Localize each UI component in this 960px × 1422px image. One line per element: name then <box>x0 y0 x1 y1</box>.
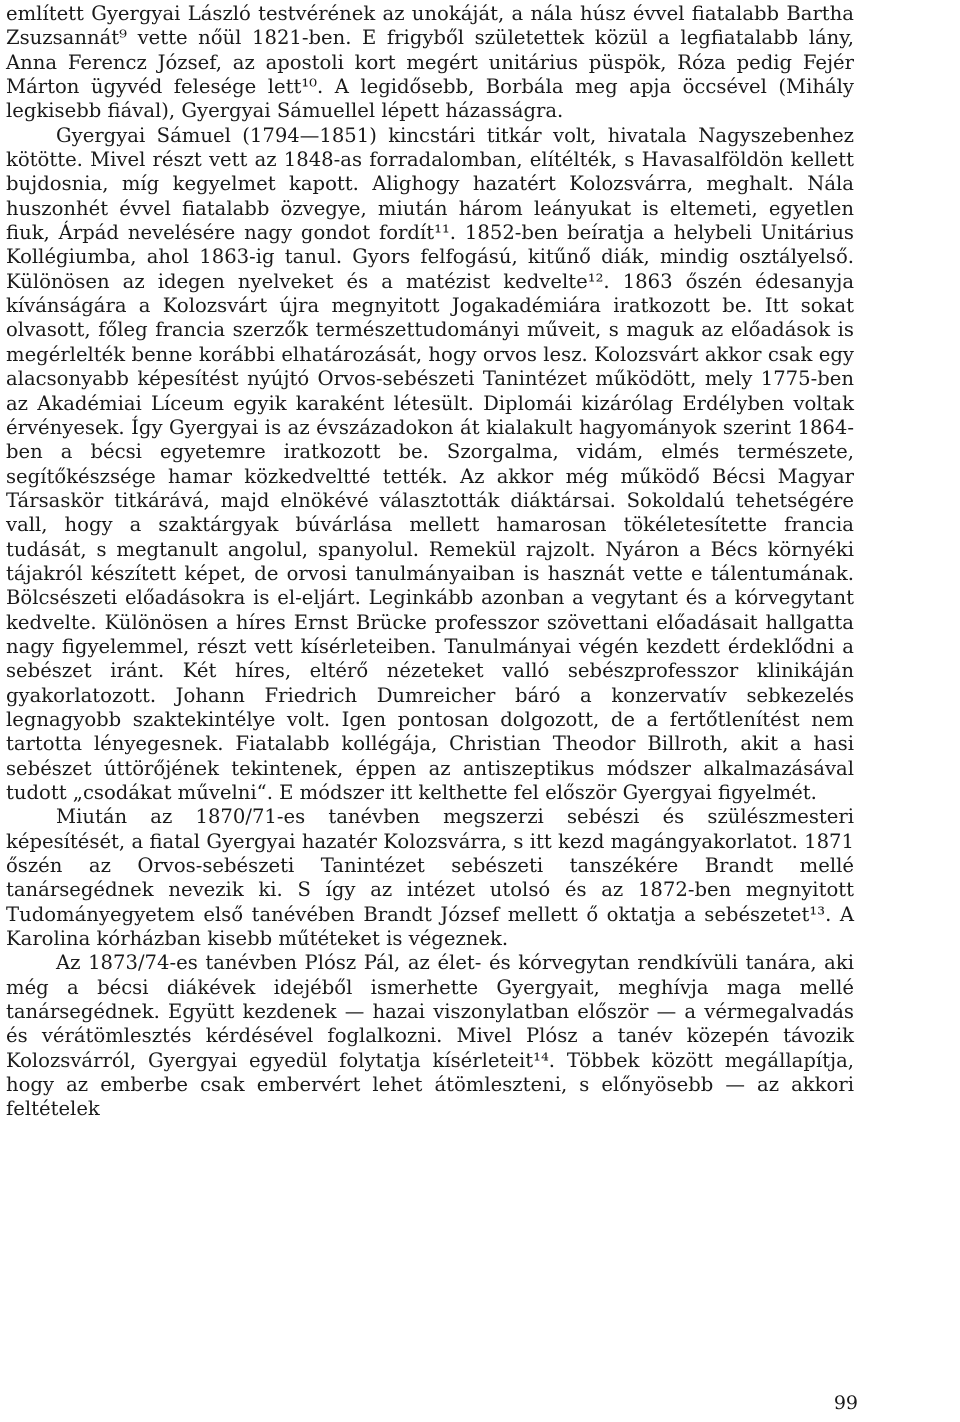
page-number: 99 <box>833 1392 858 1414</box>
paragraph-3: Miután az 1870/71-es tanévben megszerzi sebészi és szülészmesteri képesítését, a fiatal Gyergyai hazatér Kolozsvárra, s itt kezd magángyakorlatot. 1871 őszén az Orvos-sebészeti Tanintézet sebészeti tanszékére Brandt mellé tanársegédnek nevezik ki. S így az intézet utolsó és az 1872-ben megnyitott Tudományegyetem első tanévében Brandt József mellett ő oktatja a sebészetet¹³. A Karolina kórházban kisebb műtéteket is végeznek. <box>6 805 854 951</box>
paragraph-2: Gyergyai Sámuel (1794—1851) kincstári titkár volt, hivatala Nagyszebenhez kötötte. Mivel részt vett az 1848-as forradalomban, elítélték, s Havasalföldön kellett bujdosnia, míg kegyelmet kapott. Alighogy hazatért Kolozsvárra, meghalt. Nála huszonhét évvel fiatalabb özvegye, miután három leányukat is eltemeti, egyetlen fiuk, Árpád nevelésére nagy gondot fordít¹¹. 1852-ben beíratja a helybeli Unitárius Kollégiumba, ahol 1863-ig tanul. Gyors felfogású, kitűnő diák, mindig osztályelső. Különösen az idegen nyelveket és a matézist kedvelte¹². 1863 őszén édesanyja kívánságára a Kolozsvárt újra megnyitott Jogakadémiára iratkozott be. Itt sokat olvasott, főleg francia szerzők természettudományi műveit, s maguk az előadások is megérlelték benne korábbi elhatározását, hogy orvos lesz. Kolozsvárt akkor csak egy alacsonyabb képesítést nyújtó Orvos-sebészeti Tanintézet működött, mely 1775-ben az Akadémiai Líceum egyik karaként létesült. Diplomái kizárólag Erdélyben voltak érvényesek. Így Gyergyai is az évszázadokon át kialakult hagyományok szerint 1864-ben a bécsi egyetemre iratkozott be. Szorgalma, vidám, elmés természete, segítőkészsége hamar közkedveltté tették. Az akkor még működő Bécsi Magyar Társaskör titkárává, majd elnökévé választották diáktársai. Sokoldalú tehetségére vall, hogy a szaktárgyak búvárlása mellett hamarosan tökéletesítette francia tudását, s megtanult angolul, spanyolul. Remekül rajzolt. Nyáron a Bécs környéki tájakról készített képet, de orvosi tanulmányaiban is hasznát vette e tálentumának. Bölcsészeti előadásokra is el-eljárt. Leginkább azonban a vegytant és a kórvegytant kedvelte. Különösen a híres Ernst Brücke professzor szövettani előadásait hallgatta nagy figyelemmel, részt vett kísérleteiben. Tanulmányai végén kezdett érdeklődni a sebészet iránt. Két híres, eltérő nézeteket valló sebészprofesszor klinikáján gyakorlatozott. Johann Friedrich Dumreicher báró a konzervatív sebkezelés legnagyobb szaktekintélye volt. Igen pontosan dolgozott, de a fertőtlenítést nem tartotta lényegesnek. Fiatalabb kollégája, Christian Theodor Billroth, akit a hasi sebészet úttörőjének tekintenek, éppen az antiszeptikus módszer alkalmazásával tudott „csodákat művelni“. E módszer itt kelthette fel először Gyergyai figyelmét. <box>6 123 854 804</box>
body-text <box>6 2 854 1122</box>
paragraph-1: említett Gyergyai László testvérének az unokáját, a nála húsz évvel fiatalabb Bartha Zsuzsannát⁹ vette nőül 1821-ben. E frigyből születettek közül a legfiatalabb lány, Anna Ferencz József, az apostoli kort megért unitárius püspök, Róza pedig Fejér Márton ügyvéd felesége lett¹⁰. A legidősebb, Borbála meg apja öccsével (Mihály legkisebb fiával), Gyergyai Sámuellel lépett házasságra. <box>6 2 854 123</box>
paragraph-4: Az 1873/74-es tanévben Plósz Pál, az élet- és kórvegytan rendkívüli tanára, aki még a bécsi diákévek idejéből ismerhette Gyergyait, meghívja maga mellé tanársegédnek. Együtt kezdenek — hazai viszonylatban először — a vérmegalvadás és vérátömlesztés kérdésével foglalkozni. Mivel Plósz a tanév közepén távozik Kolozsvárról, Gyergyai egyedül folytatja kísérleteit¹⁴. Többek között megállapítja, hogy az emberbe csak embervért lehet átömleszteni, s előnyösebb — az akkori feltételek <box>6 951 854 1121</box>
